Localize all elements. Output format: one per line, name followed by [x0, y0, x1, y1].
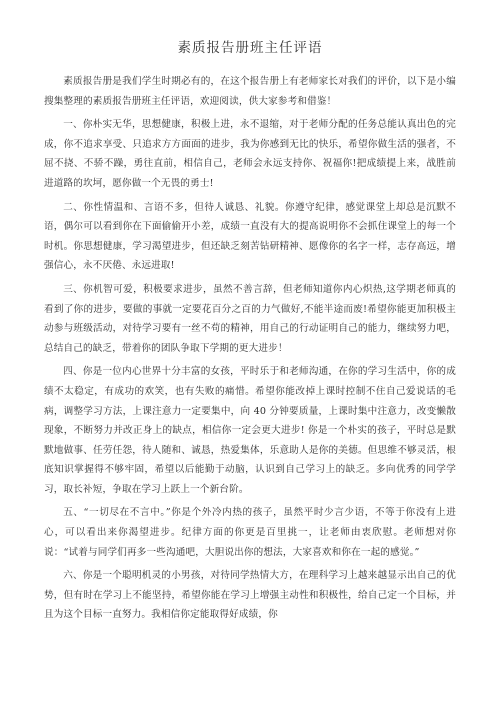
comment-paragraph-4: 四、你是一位内心世界十分丰富的女孩，平时乐于和老师沟通，在你的学习生活中，你的成绩不太稳定，有成功的欢笑，也有失败的痛惜。希望你能改掉上课时控制不住自己爱说话的毛病，调整学习方法，上课注意力一定要集中，向 40 分钟要质量，上课时集中注意力，改变懒散现象，不断努力并改正身上的缺点，相信你一定会更大进步! 你是一个朴实的孩子，平时总是默默地做事、任劳任怨，待人随和、诚恳，热爱集体，乐意助人是你的美德。但思维不够灵活，根底知识掌握得不够牢固，希望以后能勤于动脑，认识到自己学习上的缺乏。多向优秀的同学学习，取长补短，争取在学习上跃上一个新台阶。 — [44, 366, 456, 495]
comment-paragraph-3: 三、你机智可爱，积极要求进步，虽然不善言辞，但老师知道你内心炽热,这学期老师真的看到了你的进步，要做的事就一定要花百分之百的力气做好,不能半途而废!希望你能更加积极主动参与班级活动，对待学习要有一丝不苟的精神，用自己的行动证明自己的能力，继续努力吧，总结自己的缺乏，带着你的团队争取下学期的更大进步！ — [44, 283, 456, 354]
comment-paragraph-1: 一、你朴实无华，思想健康，积极上进，永不退缩，对于老师分配的任务总能认真出色的完成，你不追求享受、只追求方方面面的进步，我为你感到无比的快乐，希望你做生活的强者，不屈不挠、不骄不躁，勇往直前，相信自己，老师会永远支持你、祝福你!把成绩提上来，战胜前进道路的坎坷，愿你做一个无畏的勇士! — [44, 119, 456, 189]
comment-paragraph-2: 二、你性情温和、言语不多，但待人诚恳、礼貌。你遵守纪律，感觉课堂上却总是沉默不语，偶尔可以看到你在下面偷偷开小差，成绩一直没有大的提高说明你不会抓住课堂上的每一个时机。你思想健康，学习渴望进步，但还缺乏刻苦钻研精神、愿像你的名字一样，志存高远，增强信心，永不厌倦、永远进取! — [44, 201, 456, 272]
comment-paragraph-5: 五、“一切尽在不言中。”你是个外冷内热的孩子，虽然平时少言少语，不等于你没有上进心，可以看出来你渴望进步。纪律方面的你更是百里挑一，让老师由衷欣慰。老师想对你说：“试着与同学们再多一些沟通吧，大胆说出你的想法，大家喜欢和你在一起的感觉。” — [44, 507, 456, 558]
comment-paragraph-6: 六、你是一个聪明机灵的小男孩，对待同学热情大方，在理科学习上越来越显示出自己的优势，但有时在学习上不能坚持，希望你能在学习上增强主动性和积极性，给自己定一个目标，并且为这个目标一直努力。我相信你定能取得好成绩，你 — [44, 570, 456, 621]
intro-paragraph: 素质报告册是我们学生时期必有的，在这个报告册上有老师家长对我们的评价，以下是小编搜集整理的素质报告册班主任评语，欢迎阅读，供大家参考和借鉴！ — [44, 76, 456, 107]
document-title: 素质报告册班主任评语 — [177, 40, 323, 56]
